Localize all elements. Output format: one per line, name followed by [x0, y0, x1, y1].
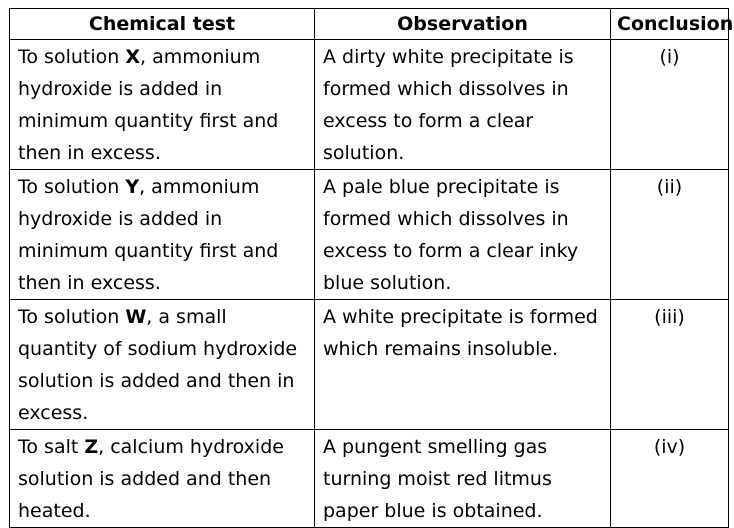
chemical-test-cell	[10, 170, 315, 300]
observation-cell: A dirty white precipitate is formed which dissolves in excess to form a clear solution.	[315, 40, 611, 170]
solution-label: Z	[84, 436, 99, 458]
table-row	[10, 430, 729, 528]
chemical-test-cell	[10, 40, 315, 170]
header-row	[10, 9, 729, 40]
conclusion-cell: (iii)	[611, 300, 729, 430]
chemical-tests-table	[9, 8, 734, 528]
observation-cell: A white precipitate is formed which remains insoluble.	[315, 300, 611, 430]
header-chemical-test: Chemical test	[10, 9, 315, 40]
solution-label: Y	[125, 176, 140, 198]
test-text-start: To solution	[18, 176, 126, 198]
table-row	[10, 170, 729, 300]
header-conclusion: Conclusion	[611, 9, 729, 40]
solution-label: X	[125, 46, 140, 68]
conclusion-cell: (iv)	[611, 430, 729, 528]
chemical-test-cell	[10, 300, 315, 430]
conclusion-cell: (ii)	[611, 170, 729, 300]
test-text-start: To salt	[18, 436, 85, 458]
test-text-rest: , ammonium hydroxide is added in minimum quantity first and then in excess.	[18, 176, 279, 294]
test-text-rest: , ammonium hydroxide is added in minimum quantity first and then in excess.	[18, 46, 279, 164]
chemical-test-cell	[10, 430, 315, 528]
header-observation: Observation	[315, 9, 611, 40]
table-row	[10, 40, 729, 170]
solution-label: W	[125, 306, 147, 328]
test-text-rest: , a small quantity of sodium hydroxide solution is added and then in excess.	[18, 306, 298, 424]
test-text-start: To solution	[18, 46, 126, 68]
observation-cell: A pungent smelling gas turning moist red litmus paper blue is obtained.	[315, 430, 611, 528]
conclusion-cell: (i)	[611, 40, 729, 170]
test-text-start: To solution	[18, 306, 126, 328]
table-row	[10, 300, 729, 430]
observation-cell: A pale blue precipitate is formed which dissolves in excess to form a clear inky blue solution.	[315, 170, 611, 300]
test-text-rest: , calcium hydroxide solution is added and then heated.	[18, 436, 284, 522]
